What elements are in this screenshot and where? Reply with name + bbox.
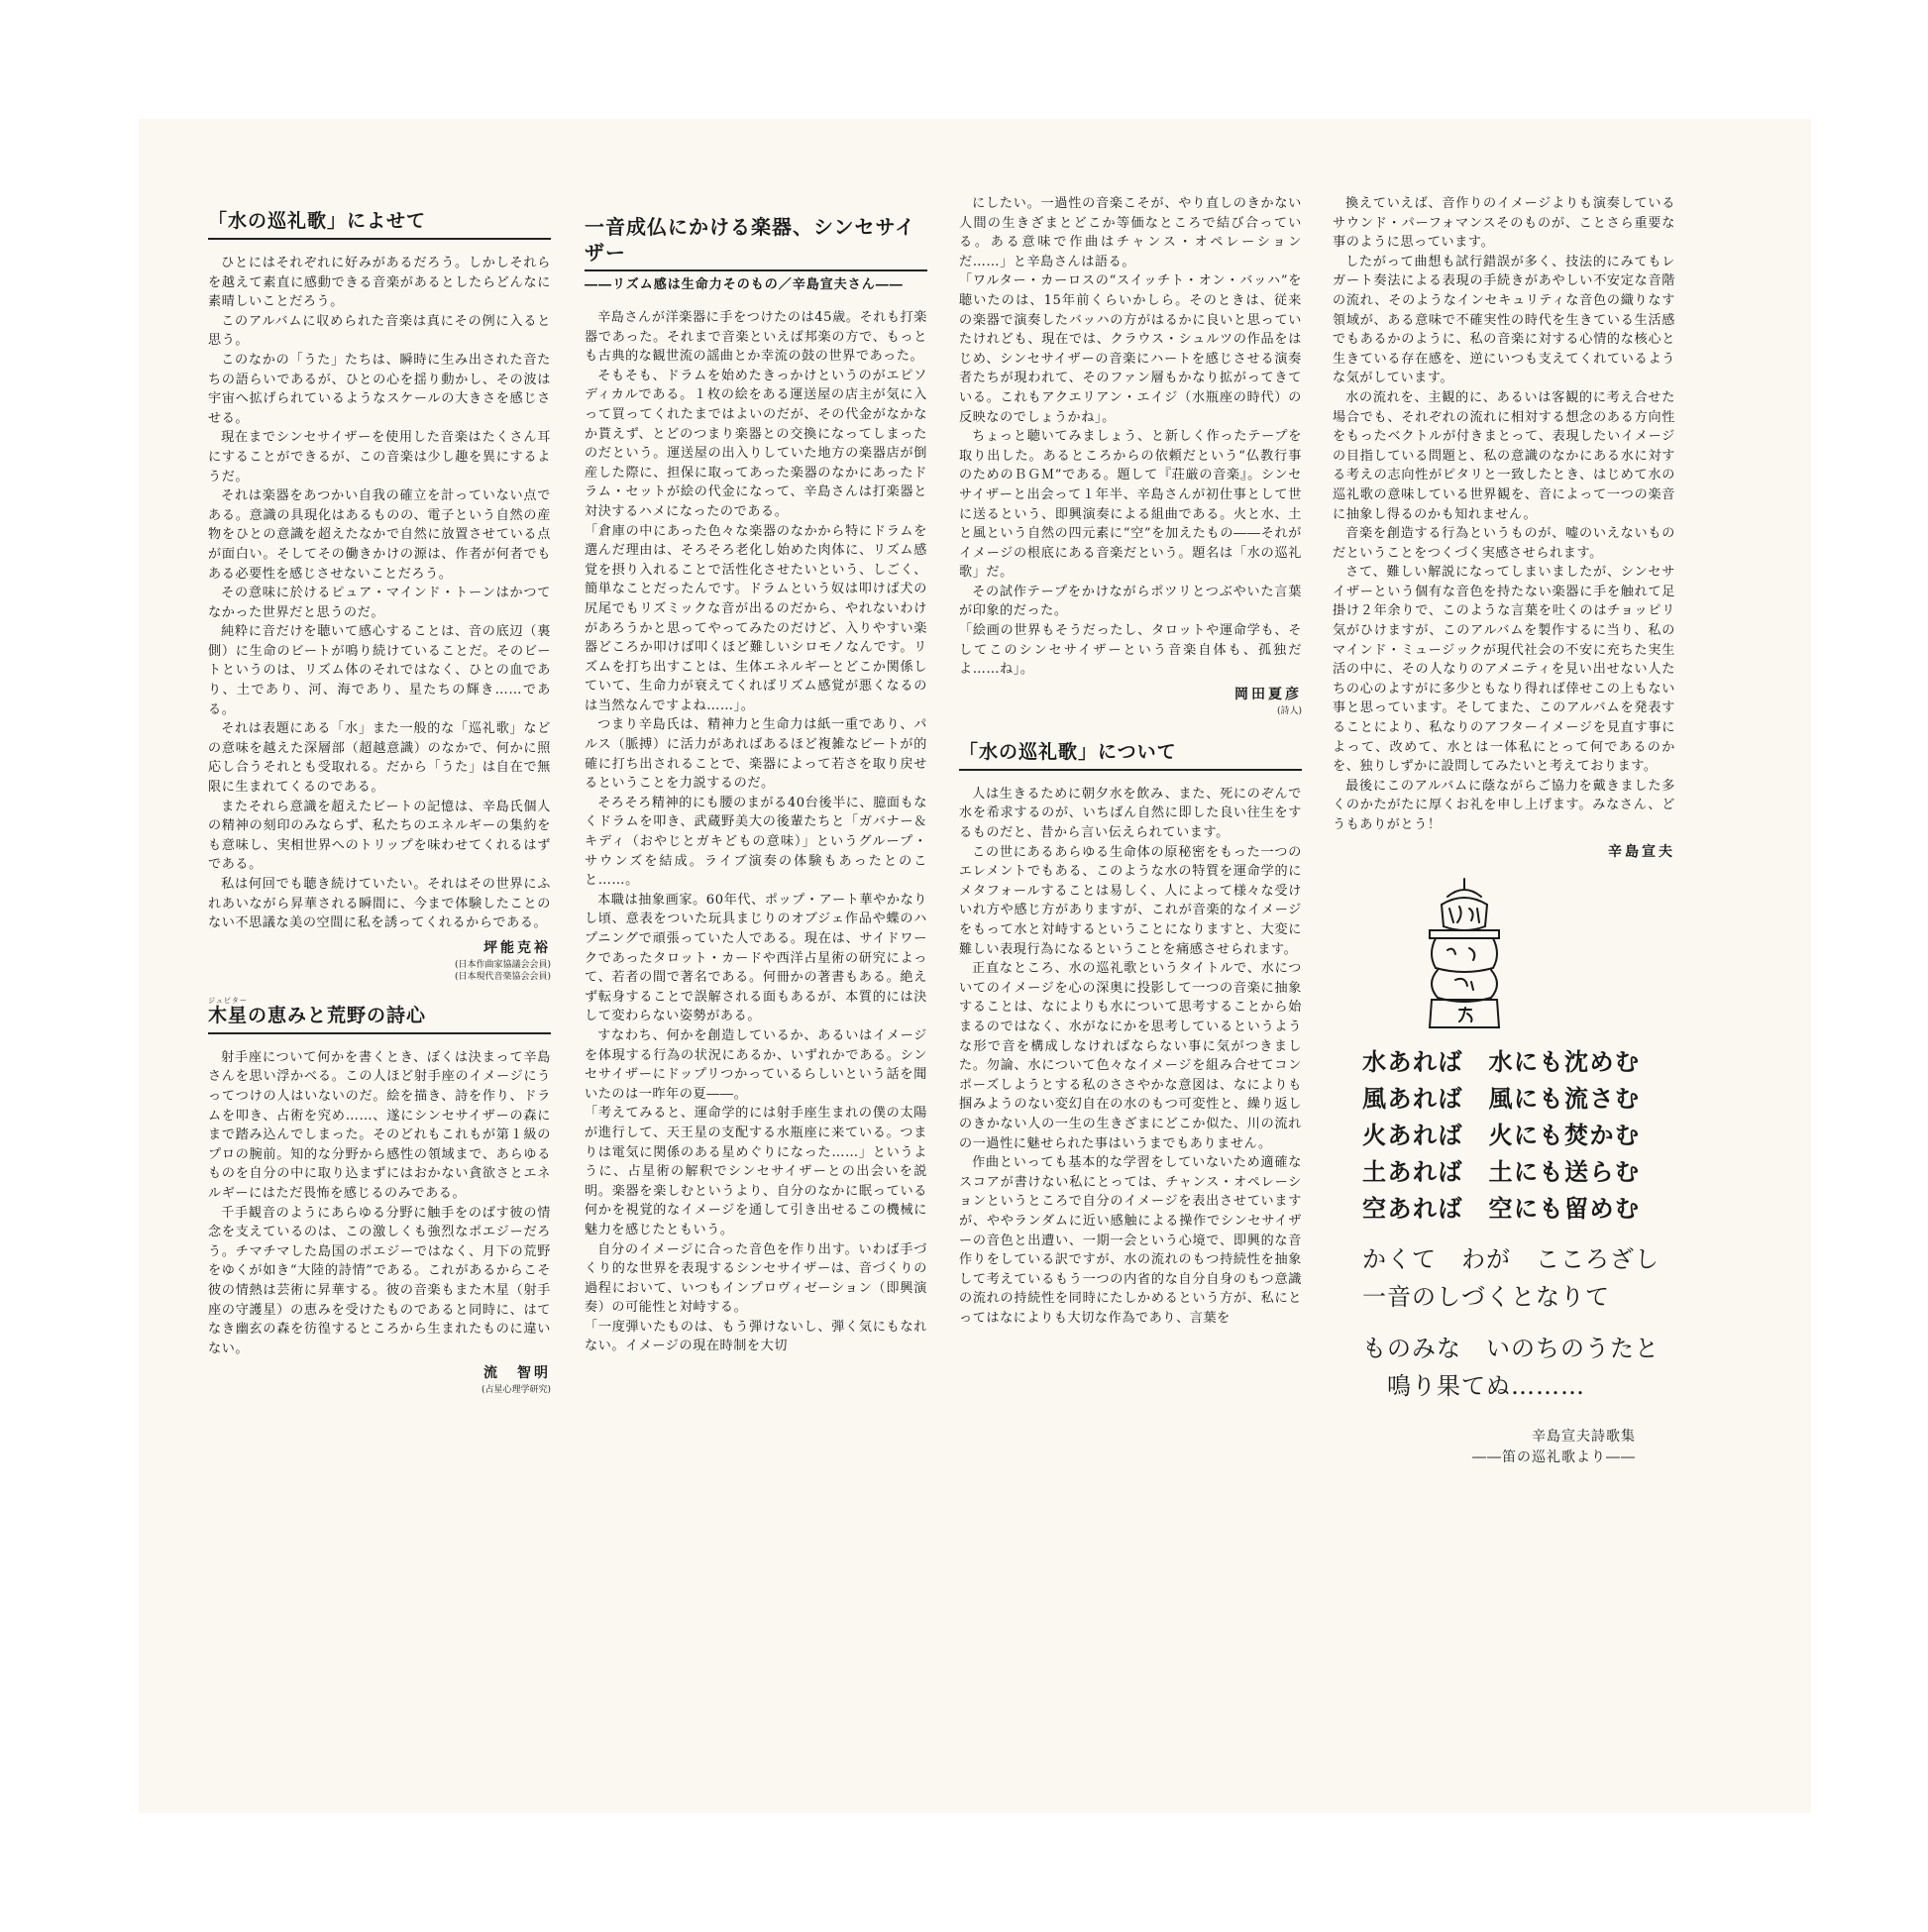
- paragraph: それは楽器をあつかい自我の確立を計っていない点である。意識の具現化はあるものの、電子という自然の産物をひとの意識を超えたなかで自然に放置させている点が面白い。そしてその働きかけの源は、作者が何者でもある必要性を感じさせないことだろう。: [208, 488, 551, 582]
- poem-stanza-1-line: 風あれば 風にも流さむ: [1362, 1083, 1641, 1113]
- paragraph: 人は生きるために朝夕水を飲み、また、死にのぞんで水を希求するのが、いちばん自然に即した良い往生をするものだと、昔から言い伝えられています。: [959, 786, 1302, 841]
- paragraph: 「絵画の世界もそうだったし、タロットや運命学も、そしてこのシンセサイザーという音楽自体も、孤独だよ……ね」。: [959, 623, 1302, 678]
- paragraph: 辛島さんが洋楽器に手をつけたのは45歳。それも打楽器であった。それまで音楽といえば邦楽の方で、もっとも古典的な観世流の謡曲とか幸流の鼓の世界であった。: [585, 310, 927, 365]
- section-body-interview-cont: [959, 194, 1302, 680]
- paragraph: その試作テープをかけながらポツリとつぶやいた言葉が印象的だった。: [959, 584, 1302, 619]
- paragraph: 最後にこのアルバムに蔭ながらご協力を戴きました多くのかたがたに厚くお礼を申し上げます。みなさん、どうもありがとう！: [1333, 778, 1675, 832]
- author-signature: 坪能克裕: [483, 939, 551, 956]
- poem: [1362, 1043, 1675, 1405]
- poem-stanza-1-line: 空あれば 空にも留めむ: [1362, 1193, 1641, 1223]
- paragraph: またそれら意識を超えたビートの記憶は、辛島氏個人の精神の刻印のみならず、私たちのエネルギーの集約をも意味し、実相世界へのトリップを味わせてくれるはずである。: [208, 799, 551, 873]
- poem-stanza-3-line: ものみな いのちのうたと: [1362, 1334, 1660, 1362]
- section-title-about: 「水の巡礼歌」について: [959, 739, 1302, 771]
- paragraph: そもそも、ドラムを始めたきっかけというのがエピソディカルである。１枚の絵をある運送屋の店主が気に入って買ってくれたまではよいのだが、その代金がなかなか貰えず、とどのつまり楽器との交換になってしまったのだという。運送屋の出入りしていた地方の楽器店が倒産した際に、担保に取ってあった楽器のなかにあったドラム・セットが絵の代金になって、辛島さんは打楽器と対決するハメになったのである。: [585, 368, 927, 519]
- paragraph: それは表題にある「水」また一般的な「巡礼歌」などの意味を越えた深層部（超越意識）のなかで、何かに照応し合うそれとも受取れる。だから「うた」は自在で無限に生まれてくるのである。: [208, 721, 551, 796]
- paragraph: 自分のイメージに合った音色を作り出す。いわば手づくり的な世界を表現するシンセサイザーは、音づくりの過程において、いつもインプロヴィゼーション（即興演奏）の可能性と対峙する。: [585, 1241, 927, 1316]
- author-credentials-line: (占星心理学研究): [481, 1385, 551, 1396]
- poem-stanza-1-line: 水あれば 水にも沈めむ: [1362, 1046, 1641, 1076]
- calligraphy-seal-icon: [1420, 875, 1509, 1033]
- poem-source: [1333, 1427, 1636, 1468]
- paragraph: 「ワルター・カーロスの“スイッチト・オン・バッハ”を聴いたのは、15年前くらいかしら。そのときは、従来の楽器で演奏したバッハの方がはるかに良いと思っていたけれども、現在では、クラウス・シュルツの作品をはじめ、シンセサイザーの音楽にハートを感じさせる演奏者たちが現われて、そのファン層もかなり拡がってきている。これもアクエリアン・エイジ（水瓶座の時代）の反映なのでしょうかね」。: [959, 273, 1302, 425]
- paragraph: 水の流れを、主観的に、あるいは客観的に考え合せた場合でも、それぞれの流れに相対する想念のある方向性をもったベクトルが付きまとって、表現したいイメージの目指している問題と、私の意識のなかにある水に対する考えの志向性がピタリと一致したとき、はじめて水の巡礼歌の意味している世界観を、音によって一つの楽音に抽象し得るのかも知れません。: [1333, 389, 1675, 522]
- section-body-interview: [585, 308, 927, 1356]
- poem-stanza-2-line: 一音のしづくとなりて: [1362, 1282, 1610, 1311]
- paragraph: したがって曲想も試行錯誤が多く、技法的にみてもレガート奏法による表現の手続きがあやしい不安定な音階の流れ、そのようなインセキュリティな音色の織りなす領域が、ある意味で不確実性の時代を生きている生活感でもあるかのように、私の音楽に対する心情的な核心と生きている存在感を、逆にいつも支えてくれているような気がしています。: [1333, 254, 1675, 386]
- column-2: [585, 214, 927, 1356]
- column-3: [959, 194, 1302, 1328]
- paragraph: 千手観音のようにあらゆる分野に触手をのばす彼の情念を支えているのは、この激しくも強烈なポエジーだろう。チマチマした島国のポエジーではなく、月下の荒野をゆくが如き“大陸的詩情”である。これがあるからこそ彼の情熱は芸術に昇華する。彼の音楽もまた木星（射手座の守護星）の恵みを受けたものであると同時に、はてなき幽玄の森を彷徨するところから生まれたものに違いない。: [208, 1205, 551, 1356]
- title-ruby: ジュピター: [208, 996, 248, 1005]
- paragraph: 現在までシンセサイザーを使用した音楽はたくさん耳にすることができるが、この音楽は少し趣を異にするようだ。: [208, 430, 551, 484]
- paragraph: にしたい。一過性の音楽こそが、やり直しのきかない人間の生きざまとどこか等価なところで結び合っている。ある意味で作曲はチャンス・オペレーションだ……」と辛島さんは語る。: [959, 196, 1302, 269]
- paragraph: 純粋に音だけを聴いて感心することは、音の底辺（裏側）に生命のビートが鳴り続けていることだ。そのビートというのは、リズム体のそれではなく、ひとの血であり、土であり、河、海であり、星たちの輝き……である。: [208, 624, 551, 717]
- section-body-about-cont: [1333, 194, 1675, 835]
- paragraph: すなわち、何かを創造しているか、あるいはイメージを体現する行為の状況にあるか、いずれかである。シンセサイザーにドップリつかっているらしいという話を聞いたのは一昨年の夏――。: [585, 1027, 927, 1102]
- paragraph: 換えていえば、音作りのイメージよりも演奏しているサウンド・パーフォマンスそのものが、ことさら重要な事のように思っています。: [1333, 196, 1675, 251]
- paragraph: つまり辛島氏は、精神力と生命力は紙一重であり、パルス（脈搏）に活力があればあるほど複雑なビートが的確に打ち出されることで、楽器によって若さを取り戻せるということを力説するのだ。: [585, 717, 927, 792]
- poem-stanza-3: [1362, 1330, 1675, 1405]
- poem-stanza-3-line: 鳴り果てぬ………: [1362, 1371, 1585, 1400]
- paragraph: 私は何回でも聴き続けていたい。それはその世界にふれあいながら昇華される瞬間に、今まで体験したことのない不思議な美の空間に私を誘ってくれるからである。: [208, 877, 551, 931]
- section-title-jupiter: 木星の恵みと荒野の詩心: [208, 1003, 551, 1034]
- section-body-about: [959, 785, 1302, 1329]
- paragraph: 「考えてみると、運命学的には射手座生まれの僕の太陽が進行して、天王星の支配する水瓶座に来ている。つまりは電気に関係のある星めぐりになった……」というように、占星術の解釈でシンセサイザーとの出会いを説明。楽器を楽しむというより、自分のなかに眠っている何かを視覚的なイメージを通して引き出せるこの機械に魅力を感じたともいう。: [585, 1106, 927, 1237]
- poem-stanza-1-line: 火あれば 火にも焚かむ: [1362, 1120, 1641, 1149]
- poem-stanza-2-line: かくて わが こころざし: [1362, 1244, 1660, 1273]
- poem-stanza-2: [1362, 1240, 1675, 1316]
- poem-source-line: ――笛の巡礼歌より――: [1472, 1449, 1636, 1465]
- paragraph: 作曲といっても基本的な学習をしていないため適確なスコアが書けない私にとっては、チャンス・オペレーションというところで自分のイメージを表出させていますが、ややランダムに近い感触による操作でシンセサイザーの音色と出遭い、一期一会という心境で、即興的な音作りをしている訳ですが、水の流れのもつ持続性を抽象して考えているもう一つの内省的な自分自身のもつ意識の流れの持続性を同時にたしかめるという方が、私にとってはなによりも大切な作為であり、言葉を: [959, 1155, 1302, 1326]
- poem-stanza-1-line: 土あれば 土にも送らむ: [1362, 1156, 1641, 1186]
- author-credentials: [208, 1384, 551, 1396]
- author-signature: 岡田夏彦: [1234, 686, 1302, 702]
- section-body-dedication: [208, 254, 551, 933]
- paragraph: 音楽を創造する行為というものが、嘘のいえないものだということをつくづく実感させられます。: [1333, 526, 1675, 561]
- author-credentials: (詩人): [1276, 705, 1302, 716]
- paragraph: 「一度弾いたものは、もう弾けないし、弾く気にもなれない。イメージの現在時制を大切: [585, 1319, 927, 1354]
- author-credentials: [208, 959, 551, 983]
- paragraph: この世にあるあらゆる生命体の原秘密をもった一つのエレメントでもある、このような水の特質を運命学的にメタフォールすることは易しく、人によって様々な受けいれ方や感じ方がありますが、これが音楽的なイメージをもって水と対峙するということになりますと、大変に難しい表現行為になるということを痛感させられます。: [959, 844, 1302, 957]
- section-title-dedication: 「水の巡礼歌」によせて: [208, 208, 551, 240]
- section-title-interview: 一音成仏にかける楽器、シンセサイザー: [585, 214, 927, 271]
- author-signature: 辛島宣夫: [1608, 843, 1675, 860]
- paragraph: そろそろ精神的にも腰のまがる40台後半に、臆面もなくドラムを叩き、武蔵野美大の後輩たちと「ガバナー＆キディ（おやじとガキどもの意味）」というグループ・サウンズを結成。ライブ演奏の体験もあったとのこと……。: [585, 795, 927, 889]
- author-credentials-line: (日本作曲家協議会会員): [454, 959, 551, 970]
- poem-stanza-1: [1362, 1043, 1675, 1227]
- paragraph: このなかの「うた」たちは、瞬時に生み出された音たちの語らいであるが、ひとの心を揺り動かし、その波は宇宙へ拡げられているようなスケールの大きさを感じさせる。: [208, 352, 551, 426]
- paragraph: 射手座について何かを書くとき、ぼくは決まって辛島さんを思い浮かべる。この人ほど射手座のイメージにうってつけの人はいないのだ。絵を描き、詩を作り、ドラムを叩き、占術を究め……、遂にシンセサイザーの森にまで踏み込んでしまった。そのどれもこれもが第１級のプロの腕前。知的な分野から感性の領域まで、あらゆるものを自分の中に取り込まずにはおかない貪欲さとエネルギーにはただ畏怖を感じるのみである。: [208, 1049, 551, 1201]
- section-body-jupiter: [208, 1048, 551, 1359]
- paragraph: ちょっと聴いてみましょう、と新しく作ったテープを取り出した。あるところからの依頼だという“仏教行事のためのＢＧＭ”である。題して『荘厳の音楽』。シンセサイザーと出会って１年半、辛島さんが初仕事として世に送るという、即興演奏による組曲である。火と水、土と風という自然の四元素に“空”を加えたもの――それがイメージの根底にある音楽だという。題名は「水の巡礼歌」だ。: [959, 429, 1302, 581]
- poem-source-line: 辛島宣夫詩歌集: [1532, 1428, 1636, 1445]
- paragraph: 正直なところ、水の巡礼歌というタイトルで、水についてのイメージを心の深奥に投影して一つの音楽に抽象することは、なによりも水について思考することから始まるのではなく、水がなにかを思考しているというような形で音を構成しなければならない事に気がつきました。勿論、水について色々なイメージを組み合せてコンポーズしようとする私のささやかな意図は、なによりも掴みようのない変幻自在の水のもつ可変性と、繰り返しのきかない人の一生の生きざまにどこか似た、川の流れの一過性に魅せられた事はいうまでもありません。: [959, 961, 1302, 1151]
- column-4: [1333, 194, 1675, 1468]
- paragraph: さて、難しい解説になってしまいましたが、シンセサイザーという個有な音色を持たない楽器に手を触れて足掛け２年余りで、このような言葉を吐くのはチョッピリ気がひけますが、このアルバムを製作するに当り、私のマインド・ミュージックが現代社会の不安に充ちた実生活の中に、その人なりのアメニティを見い出せない人たちの心のよすがに多少ともなり得れば倖せこの上もない事と思っています。そしてまた、このアルバムを発表することにより、私なりのアフターイメージを見直す事によって、改めて、水とは一体私にとって何であるのかを、独りしずかに設問してみたいと考えております。: [1333, 565, 1675, 775]
- column-1: [208, 208, 551, 1396]
- paragraph: ひとにはそれぞれに好みがあるだろう。しかしそれらを越えて素直に感動できる音楽があるとしたらどんなに素晴しいことだろう。: [208, 256, 551, 310]
- paragraph: このアルバムに収められた音楽は真にその例に入ると思う。: [208, 313, 551, 349]
- section-subtitle-interview: ――リズム感は生命力そのもの／辛島宣夫さん――: [585, 277, 904, 292]
- author-credentials-line: (日本現代音楽協会会員): [454, 971, 551, 982]
- author-signature: 流 智明: [483, 1365, 551, 1382]
- paragraph: 「倉庫の中にあった色々な楽器のなかから特にドラムを選んだ理由は、そろそろ老化し始めた肉体に、リズム感覚を摂り入れることで活性化させたいという、しごく、簡単なことだったんです。ドラムという奴は叩けば犬の尻尾でもリズミックな音が出るのだから、やれないわけがあろうかと思ってやってみたのだけど、入りやすい楽器どころか叩けば叩くほど難しいシロモノなんです。リズムを打ち出すことは、生体エネルギーとどこか関係していて、生命力が衰えてくればリズム感覚が悪くなるのは当然なんですよね……」。: [585, 523, 927, 713]
- paragraph: その意味に於けるピュア・マインド・トーンはかつてなかった世界だと思うのだ。: [208, 586, 551, 620]
- paragraph: 本職は抽象画家。60年代、ポップ・アート華やかなりし頃、意表をついた玩具まじりのオブジェ作品や蝶のハプニングで頑張っていた人である。現在は、サイドワークであったタロット・カードや西洋占星術の研究によって、若者の間で著名である。何冊かの著書もある。絶えず転身することで誤解される面もあるが、本質的には決して変わらない姿勢がある。: [585, 892, 927, 1024]
